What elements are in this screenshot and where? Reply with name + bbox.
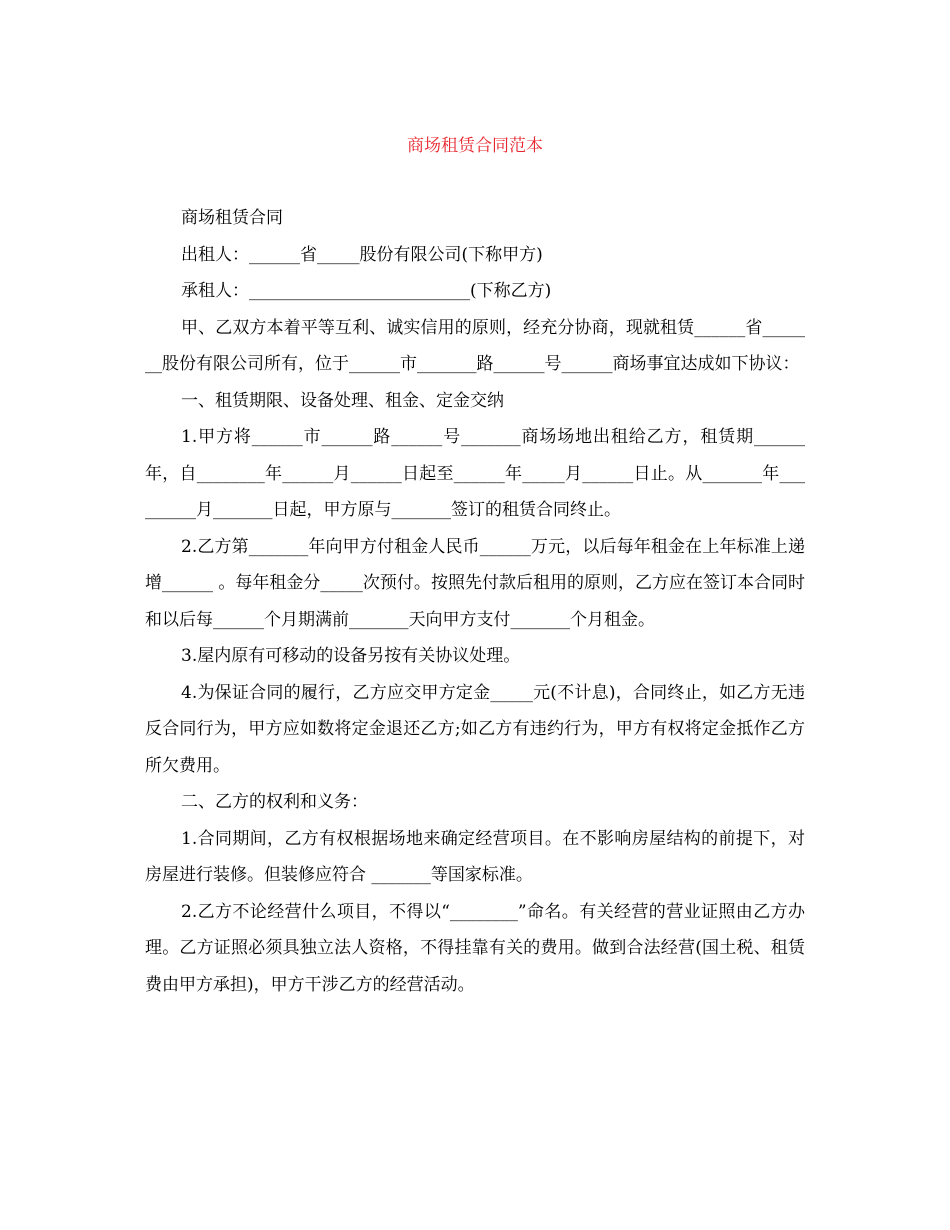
document-body — [145, 200, 805, 1003]
section-heading-2: 二、乙方的权利和义务： — [181, 792, 368, 812]
paragraph-lessor: 出租人：______省_____股份有限公司(下称甲方) — [181, 244, 543, 265]
document-title: 商场租赁合同范本 — [407, 136, 543, 156]
paragraph-preamble: 甲、乙双方本着平等互利、诚实信用的原则，经充分协商，现就租赁______省_______股份有限公司所有，位于______市_______路______号______商场事宜达成如下协议： — [145, 317, 805, 374]
clause-2-2: 2.乙方不论经营什么项目，不得以“________”命名。有关经营的营业证照由乙方办理。乙方证照必须具独立法人资格，不得挂靠有关的费用。做到合法经营(国土税、租赁费由甲方承担)，甲方干涉乙方的经营活动。 — [145, 901, 805, 995]
clause-1-4: 4.为保证合同的履行，乙方应交甲方定金_____元(不计息)，合同终止，如乙方无违反合同行为，甲方应如数将定金退还乙方;如乙方有违约行为，甲方有权将定金抵作乙方所欠费用。 — [145, 682, 805, 776]
clause-2-1: 1.合同期间，乙方有权根据场地来确定经营项目。在不影响房屋结构的前提下，对房屋进行装修。但装修应符合 _______等国家标准。 — [145, 828, 805, 885]
clause-1-2: 2.乙方第_______年向甲方付租金人民币______万元，以后每年租金在上年标准上递增______ 。每年租金分_____次预付。按照先付款后租用的原则，乙方应在签订本合同时和以后每______个月期满前_______天向甲方支付_______个月租金。 — [145, 536, 805, 630]
clause-1-1: 1.甲方将______市______路______号_______商场场地出租给乙方，租赁期______年，自________年______月______日起至______年_____月______日止。从_______年_________月_______日起，甲方原与_______签订的租赁合同终止。 — [145, 427, 805, 520]
paragraph-lessee: 承租人：__________________________(下称乙方) — [181, 281, 552, 301]
paragraph-heading: 商场租赁合同 — [181, 208, 283, 228]
clause-1-3: 3.屋内原有可移动的设备另按有关协议处理。 — [181, 646, 521, 666]
section-heading-1: 一、租赁期限、设备处理、租金、定金交纳 — [181, 390, 504, 411]
